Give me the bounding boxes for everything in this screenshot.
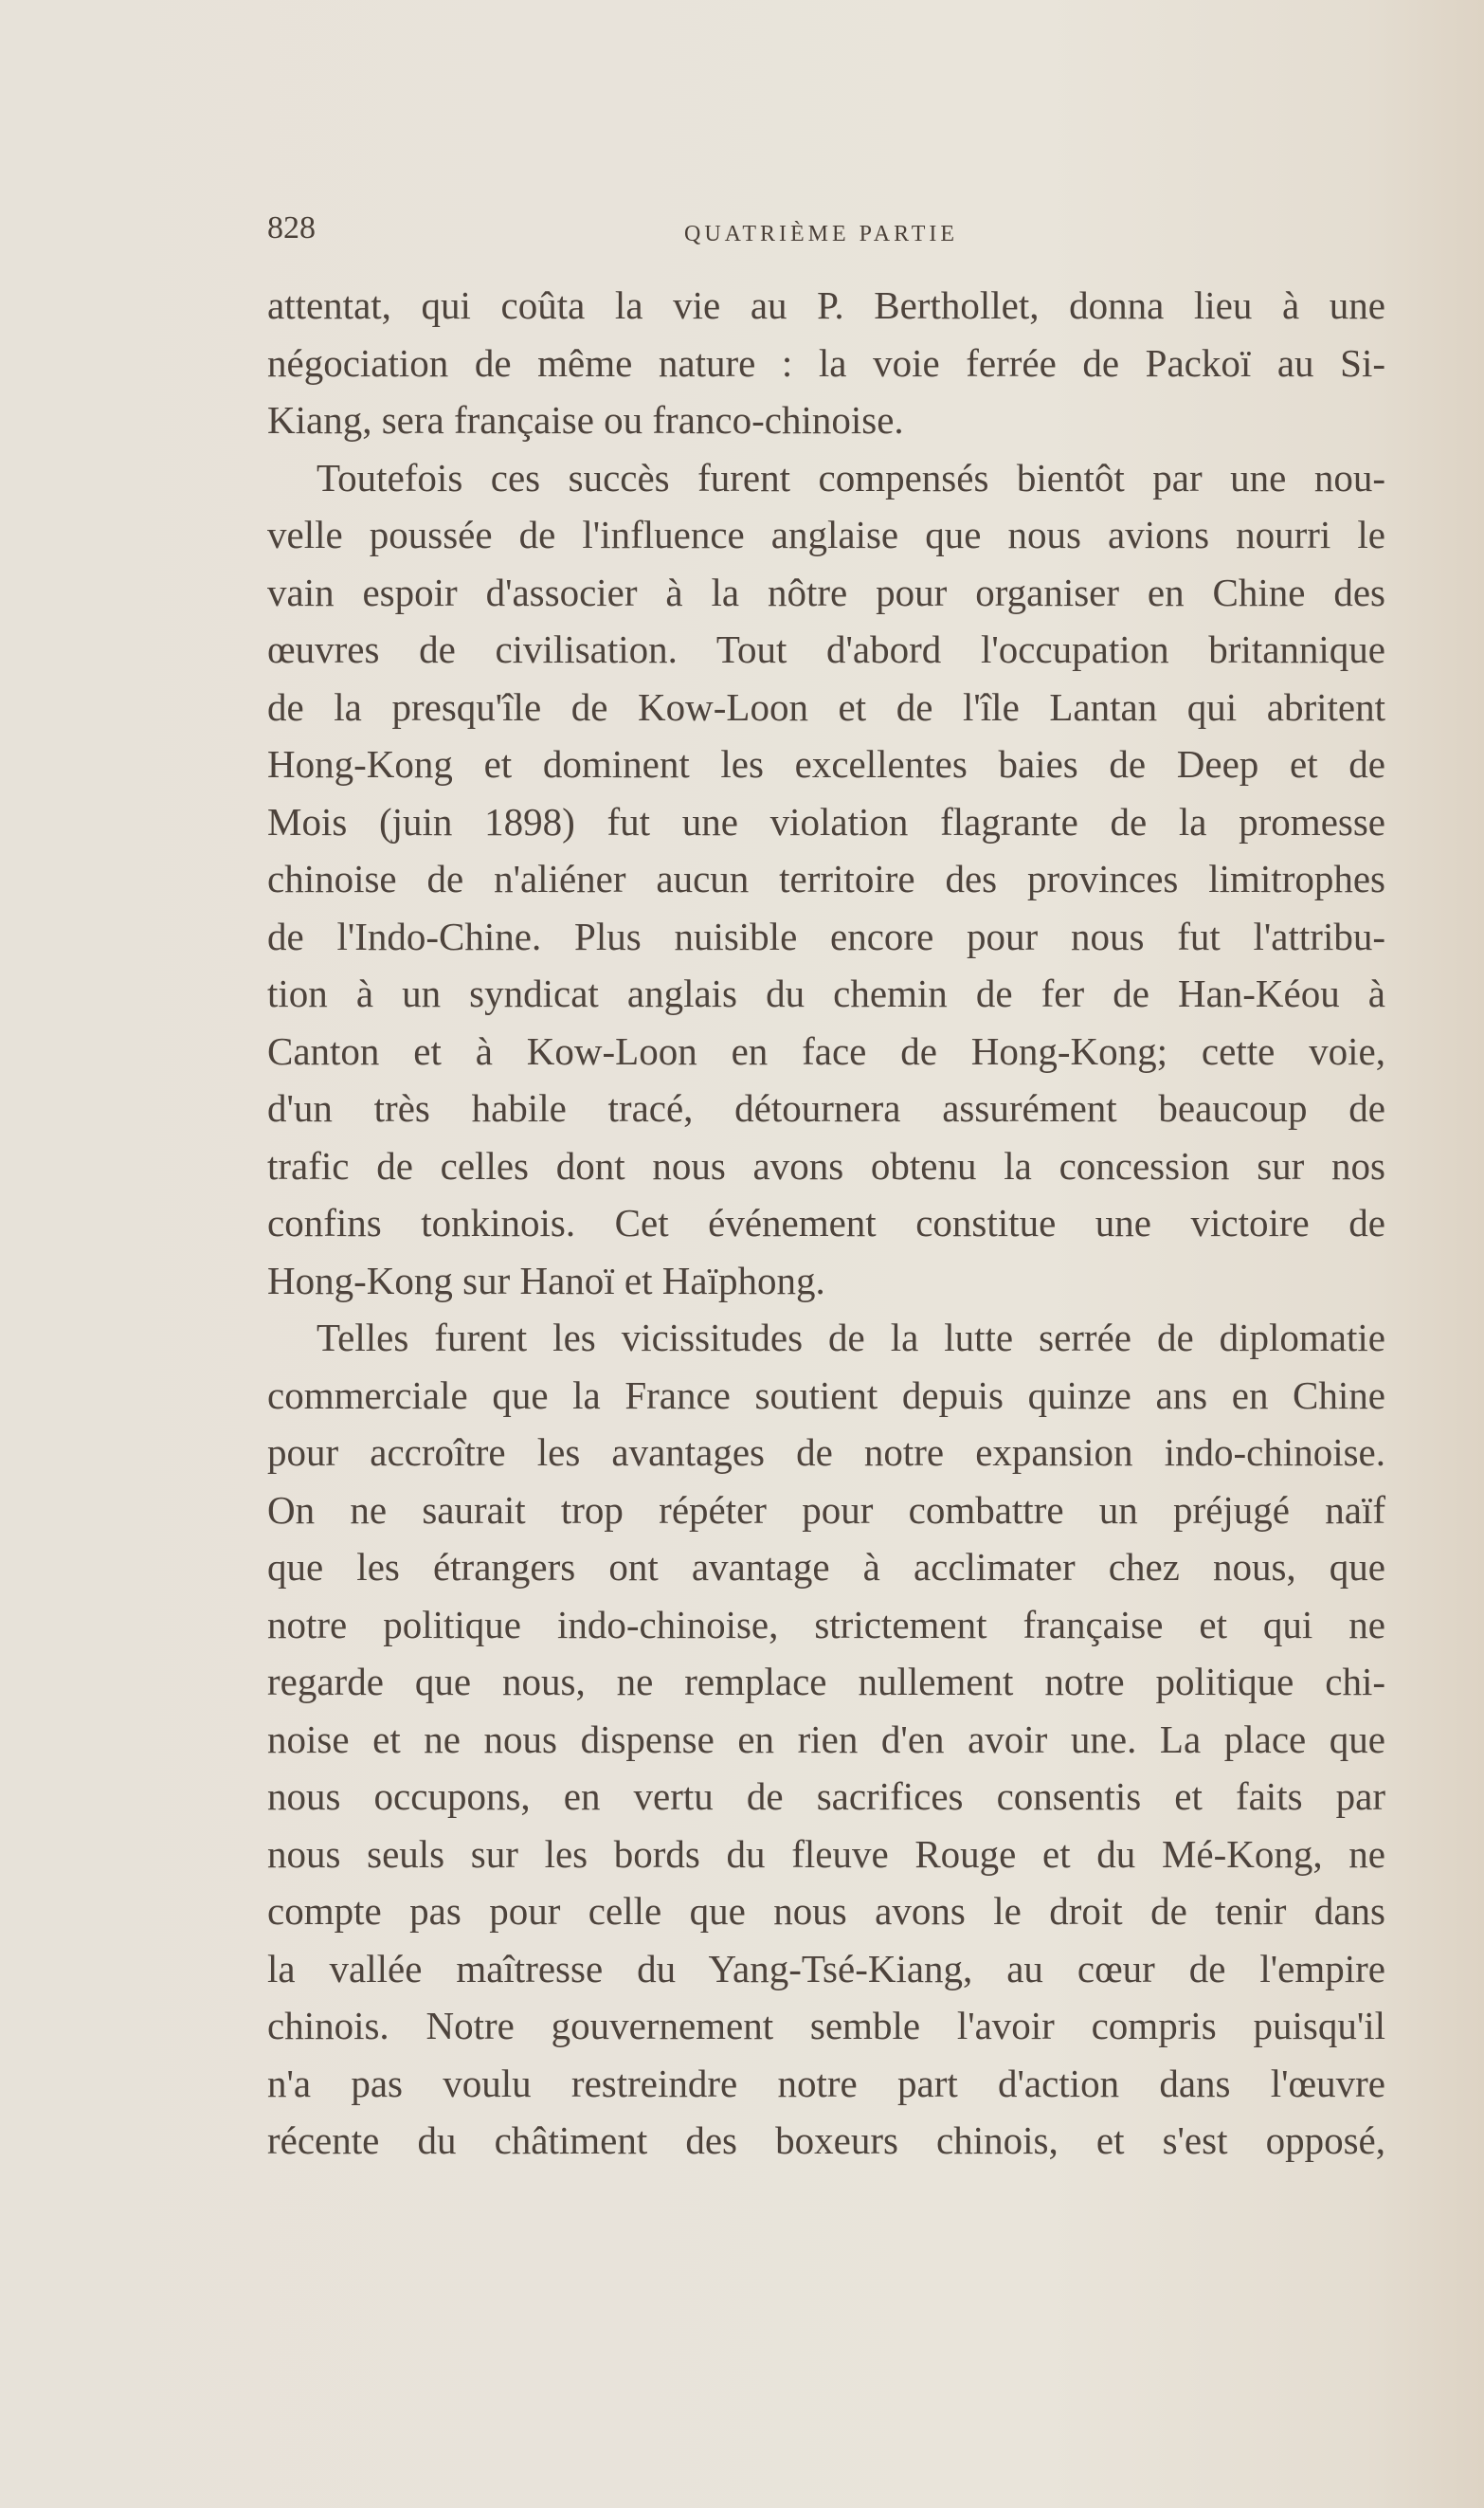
text-line: nous seuls sur les bords du fleuve Rouge et du Mé-Kong, ne — [267, 1831, 1385, 1876]
text-line: récente du châtiment des boxeurs chinois, et s'est opposé, — [267, 2118, 1385, 2162]
text-line: tion à un syndicat anglais du chemin de fer de Han-Kéou à — [267, 972, 1385, 1015]
text-line: nous occupons, en vertu de sacrifices consentis et faits par — [267, 1774, 1385, 1818]
text-line: d'un très habile tracé, détournera assurément beaucoup de — [267, 1086, 1385, 1130]
text-line: velle poussée de l'influence anglaise que nous avions nourri le — [267, 513, 1385, 556]
text-line: Hong-Kong sur Hanoï et Haïphong. — [267, 1258, 825, 1302]
text-line: compte pas pour celle que nous avons le droit de tenir dans — [267, 1889, 1385, 1933]
text-line: trafic de celles dont nous avons obtenu la concession sur nos — [267, 1143, 1385, 1188]
text-line: attentat, qui coûta la vie au P. Berthollet, donna lieu à une — [267, 283, 1385, 327]
text-line: notre politique indo-chinoise, strictement française et qui ne — [267, 1602, 1385, 1646]
page-header — [267, 210, 1385, 258]
text-line: noise et ne nous dispense en rien d'en avoir une. La place que — [267, 1717, 1385, 1761]
text-line: Hong-Kong et dominent les excellentes baies de Deep et de — [267, 742, 1385, 786]
text-line: Mois (juin 1898) fut une violation flagrante de la promesse — [267, 799, 1385, 844]
paragraph-3 — [267, 1309, 1385, 2170]
page-number: 828 — [267, 210, 316, 245]
text-line: Canton et à Kow-Loon en face de Hong-Kong; cette voie, — [267, 1028, 1385, 1073]
text-line: On ne saurait trop répéter pour combattre un préjugé naïf — [267, 1487, 1385, 1532]
text-line: que les étrangers ont avantage à acclimater chez nous, que — [267, 1545, 1385, 1589]
text-line: regarde que nous, ne remplace nullement notre politique chi- — [267, 1660, 1385, 1703]
text-line: de la presqu'île de Kow-Loon et de l'île Lantan qui abritent — [267, 684, 1385, 729]
text-line: Kiang, sera française ou franco-chinoise. — [267, 398, 904, 442]
text-line: pour accroître les avantages de notre expansion indo-chinoise. — [267, 1430, 1385, 1474]
body-text — [267, 277, 1385, 2170]
text-line: œuvres de civilisation. Tout d'abord l'occupation britannique — [267, 627, 1385, 671]
paragraph-1 — [267, 277, 1385, 449]
text-line: chinois. Notre gouvernement semble l'avoir compris puisqu'il — [267, 2004, 1385, 2047]
text-line: commerciale que la France soutient depuis quinze ans en Chine — [267, 1372, 1385, 1417]
text-line: chinoise de n'aliéner aucun territoire des provinces limitrophes — [267, 857, 1385, 900]
text-line: Telles furent les vicissitudes de la lutte serrée de diplomatie — [317, 1316, 1385, 1359]
text-line: négociation de même nature : la voie ferrée de Packoï au Si- — [267, 340, 1385, 385]
running-title: QUATRIÈME PARTIE — [684, 222, 959, 246]
text-line: Toutefois ces succès furent compensés bientôt par une nou- — [317, 455, 1385, 500]
paragraph-2 — [267, 449, 1385, 1310]
text-line: vain espoir d'associer à la nôtre pour organiser en Chine des — [267, 570, 1385, 614]
text-line: la vallée maîtresse du Yang-Tsé-Kiang, au cœur de l'empire — [267, 1946, 1385, 1990]
text-line: de l'Indo-Chine. Plus nuisible encore pour nous fut l'attribu- — [267, 914, 1385, 958]
text-line: n'a pas voulu restreindre notre part d'action dans l'œuvre — [267, 2061, 1385, 2105]
text-line: confins tonkinois. Cet événement constitue une victoire de — [267, 1201, 1385, 1245]
